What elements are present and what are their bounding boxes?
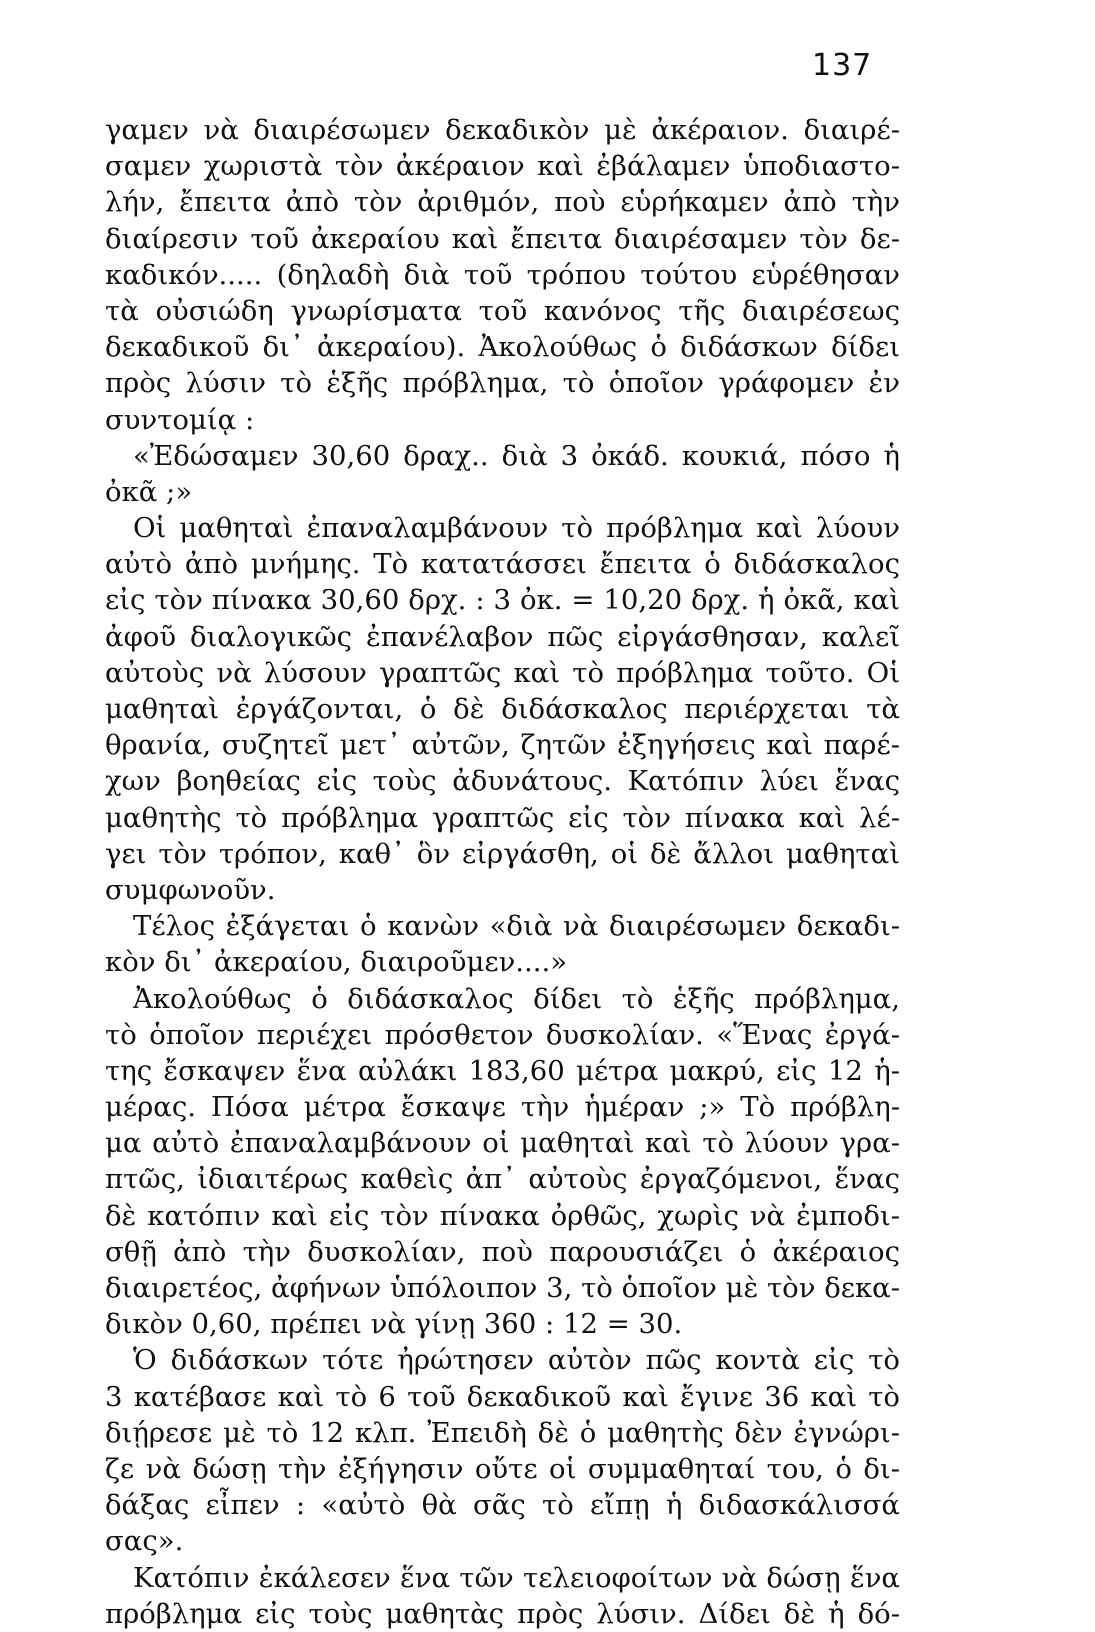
- text-line: πρόβλημα εἰς τοὺς μαθητὰς πρὸς λύσιν. Δίδει δὲ ἡ δό-: [105, 1597, 900, 1630]
- text-line: αὐτοὺς νὰ λύσουν γραπτῶς καὶ τὸ πρόβλημα τοῦτο. Οἱ: [105, 656, 900, 689]
- text-line: συμφωνοῦν.: [105, 873, 276, 906]
- text-line: ἀφοῦ διαλογικῶς ἐπανέλαβον πῶς εἰργάσθησαν, καλεῖ: [105, 620, 900, 653]
- text-line: γαμεν νὰ διαιρέσωμεν δεκαδικὸν μὲ ἀκέραιον. διαιρέ-: [105, 114, 900, 146]
- text-line: τὸ ὁποῖον περιέχει πρόσθετον δυσκολίαν. «Ἕνας ἐργά-: [105, 1018, 900, 1051]
- text-line: γει τὸν τρόπον, καθ᾿ ὃν εἰργάσθη, οἱ δὲ ἄλλοι μαθηταὶ: [105, 837, 900, 870]
- text-line: «Ἐδώσαμεν 30,60 δραχ.. διὰ 3 ὀκάδ. κουκιά, πόσο ἡ: [133, 439, 900, 472]
- body-text: [105, 112, 900, 1632]
- text-line: εἰς τὸν πίνακα 30,60 δρχ. : 3 ὀκ. = 10,20 δρχ. ἡ ὀκᾶ, καὶ: [105, 584, 900, 617]
- text-line: Οἱ μαθηταὶ ἐπαναλαμβάνουν τὸ πρόβλημα καὶ λύουν: [133, 512, 900, 545]
- text-line: της ἔσκαψεν ἕνα αὐλάκι 183,60 μέτρα μακρύ, εἰς 12 ἡ-: [105, 1054, 900, 1087]
- text-line: Τέλος ἐξάγεται ὁ κανὼν «διὰ νὰ διαιρέσωμεν δεκαδι-: [133, 910, 900, 943]
- text-line: διαίρεσιν τοῦ ἀκεραίου καὶ ἔπειτα διαιρέσαμεν τὸν δε-: [105, 222, 900, 255]
- text-line: συντομίᾳ :: [105, 403, 255, 436]
- text-line: δὲ κατόπιν καὶ εἰς τὸν πίνακα ὀρθῶς, χωρὶς νὰ ἐμποδι-: [105, 1199, 900, 1232]
- text-line: θρανία, συζητεῖ μετ᾿ αὐτῶν, ζητῶν ἐξηγήσεις καὶ παρέ-: [105, 729, 900, 762]
- text-line: σθῇ ἀπὸ τὴν δυσκολίαν, ποὺ παρουσιάζει ὁ ἀκέραιος: [105, 1235, 900, 1268]
- text-line: λήν, ἔπειτα ἀπὸ τὸν ἀριθμόν, ποὺ εὑρήκαμεν ἀπὸ τὴν: [105, 186, 900, 219]
- text-line: μέρας. Πόσα μέτρα ἔσκαψε τὴν ἡμέραν ;» Τὸ πρόβλη-: [105, 1091, 900, 1124]
- text-line: δάξας εἶπεν : «αὐτὸ θὰ σᾶς τὸ εἴπῃ ἡ διδασκάλισσά: [105, 1489, 900, 1522]
- text-line: σας».: [105, 1525, 184, 1558]
- text-line: πρὸς λύσιν τὸ ἑξῆς πρόβλημα, τὸ ὁποῖον γράφομεν ἐν: [105, 367, 900, 400]
- text-line: μαθητὴς τὸ πρόβλημα γραπτῶς εἰς τὸν πίνακα καὶ λέ-: [105, 801, 900, 834]
- text-line: Κατόπιν ἐκάλεσεν ἕνα τῶν τελειοφοίτων νὰ δώσῃ ἕνα: [133, 1561, 900, 1594]
- text-line: ζε νὰ δώσῃ τὴν ἐξήγησιν οὔτε οἱ συμμαθηταί του, ὁ δι-: [105, 1452, 900, 1485]
- text-line: δεκαδικοῦ δι᾿ ἀκεραίου). Ἀκολούθως ὁ διδάσκων δίδει: [105, 331, 900, 364]
- text-line: αὐτὸ ἀπὸ μνήμης. Τὸ κατατάσσει ἔπειτα ὁ διδάσκαλος: [105, 548, 900, 581]
- text-line: διῄρεσε μὲ τὸ 12 κλπ. Ἐπειδὴ δὲ ὁ μαθητὴς δὲν ἐγνώρι-: [105, 1416, 900, 1449]
- text-line: Ἀκολούθως ὁ διδάσκαλος δίδει τὸ ἑξῆς πρόβλημα,: [133, 982, 900, 1015]
- text-line: ὀκᾶ ;»: [105, 475, 193, 508]
- text-line: χων βοηθείας εἰς τοὺς ἀδυνάτους. Κατόπιν λύει ἕνας: [105, 765, 900, 798]
- text-line: μαθηταὶ ἐργάζονται, ὁ δὲ διδάσκαλος περιέρχεται τὰ: [105, 693, 900, 725]
- text-line: τὰ οὐσιώδη γνωρίσματα τοῦ κανόνος τῆς διαιρέσεως: [105, 294, 900, 327]
- text-line: σαμεν χωριστὰ τὸν ἀκέραιον καὶ ἐβάλαμεν ὑποδιαστο-: [105, 150, 900, 183]
- text-line: μα αὐτὸ ἐπαναλαμβάνουν οἱ μαθηταὶ καὶ τὸ λύουν γρα-: [105, 1127, 900, 1160]
- text-line: διαιρετέος, ἀφήνων ὑπόλοιπον 3, τὸ ὁποῖον μὲ τὸν δεκα-: [105, 1272, 900, 1304]
- page-number: 137: [812, 48, 873, 83]
- text-line: καδικόν..... (δηλαδὴ διὰ τοῦ τρόπου τούτου εὑρέθησαν: [105, 258, 900, 291]
- text-line: Ὁ διδάσκων τότε ἠρώτησεν αὐτὸν πῶς κοντὰ εἰς τὸ: [133, 1344, 900, 1377]
- text-line: κὸν δι᾿ ἀκεραίου, διαιροῦμεν....»: [105, 946, 568, 979]
- text-line: δικὸν 0,60, πρέπει νὰ γίνῃ 360 : 12 = 30.: [105, 1308, 683, 1341]
- text-line: 3 κατέβασε καὶ τὸ 6 τοῦ δεκαδικοῦ καὶ ἔγινε 36 καὶ τὸ: [105, 1380, 900, 1413]
- text-line: πτῶς, ἰδιαιτέρως καθεὶς ἀπ᾿ αὐτοὺς ἐργαζόμενοι, ἕνας: [105, 1163, 900, 1196]
